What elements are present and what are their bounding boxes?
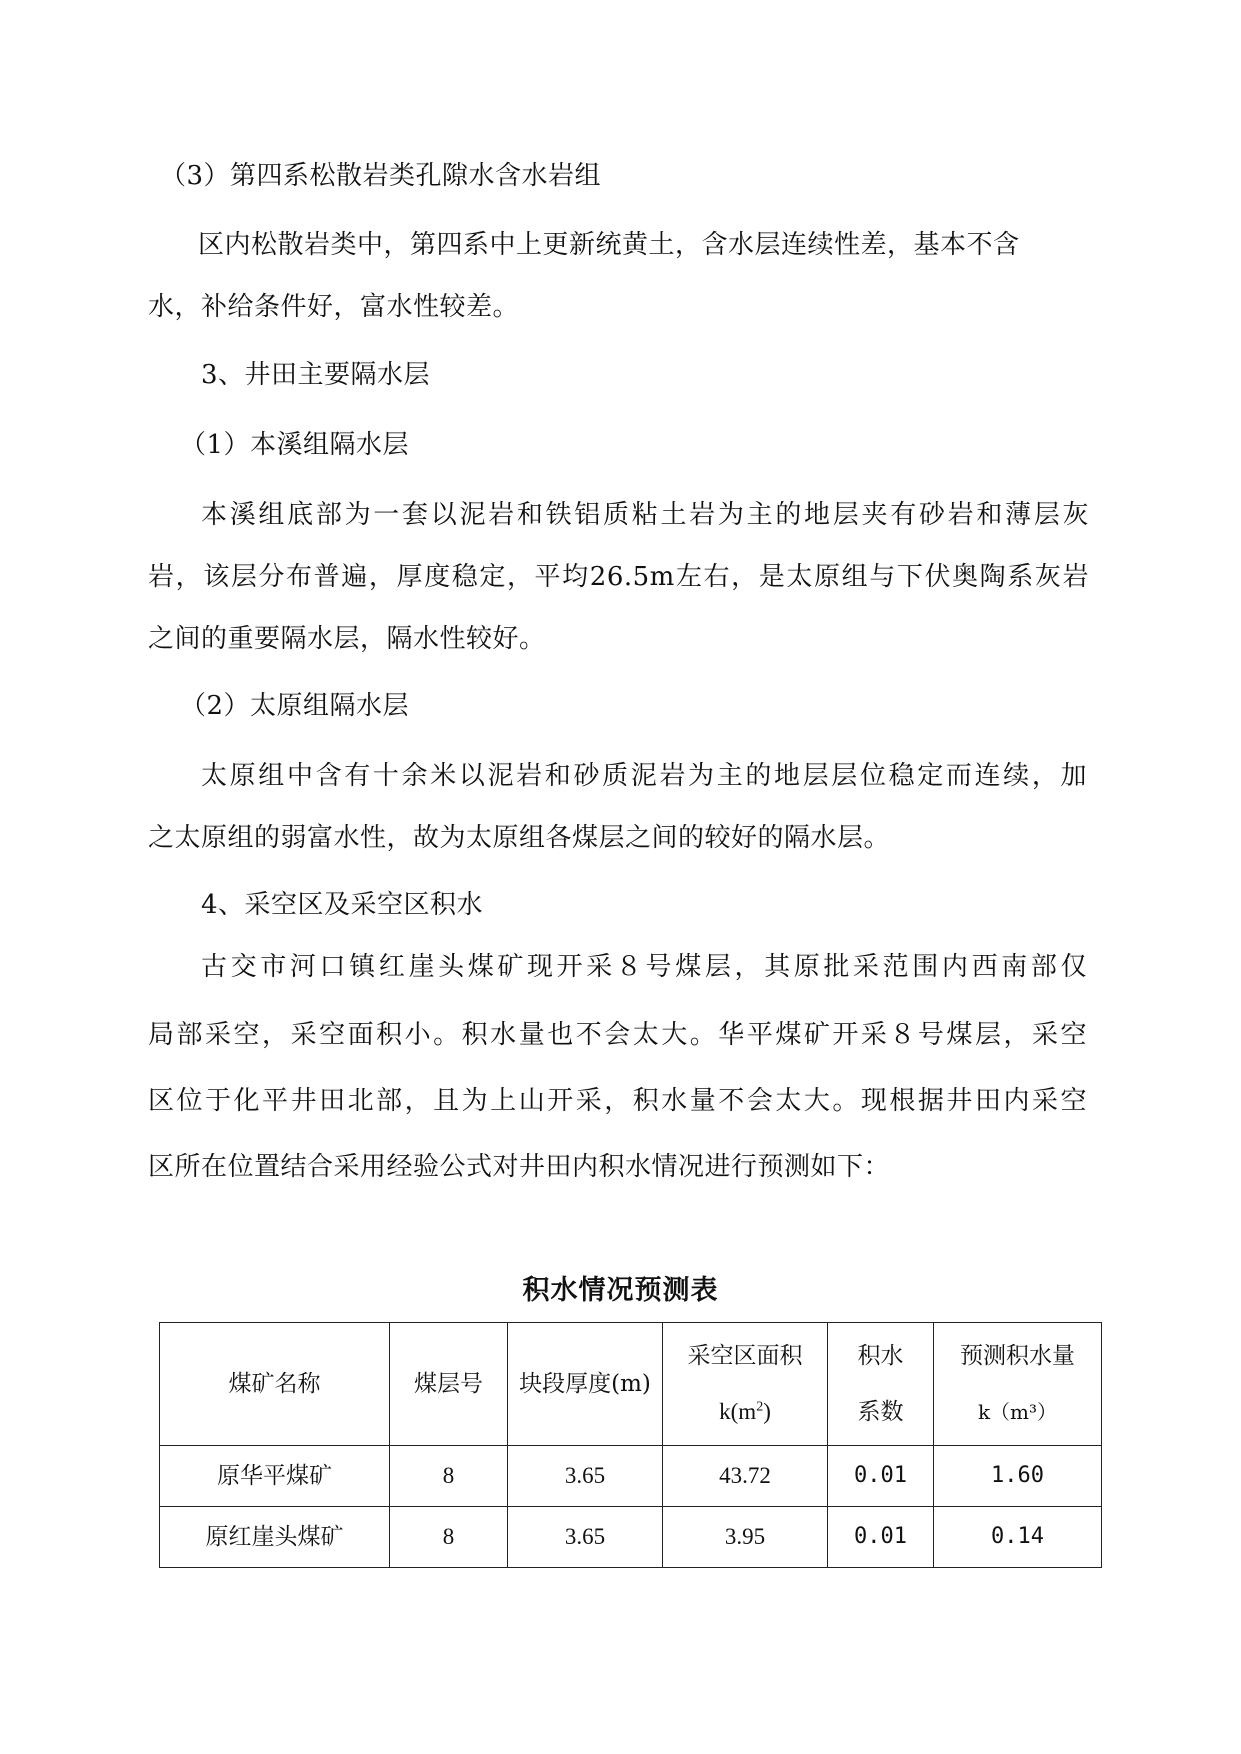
header-goaf-area-unit-exponent: 2 — [756, 1399, 764, 1415]
cell-mine: 原红崖头煤矿 — [160, 1507, 390, 1568]
heading-goaf-water: 4、采空区及采空区积水 — [201, 890, 484, 920]
header-goaf-area-line-2 — [667, 1384, 823, 1440]
table-row — [160, 1507, 1102, 1568]
paragraph-goaf-line-3: 区位于化平井田北部，且为上山开采，积水量不会太大。现根据井田内采空 — [148, 1086, 1087, 1116]
header-mine-name: 煤矿名称 — [160, 1323, 390, 1446]
paragraph-loose-rock-line-1: 区内松散岩类中，第四系中上更新统黄土，含水层连续性差，基本不含 — [198, 230, 1020, 260]
paragraph-benxi-line-2: 岩，该层分布普遍，厚度稳定，平均26.5m左右，是太原组与下伏奥陶系灰岩 — [148, 562, 1089, 592]
header-goaf-area-unit-close: ) — [763, 1399, 771, 1424]
cell-seam: 8 — [390, 1446, 508, 1507]
header-goaf-area — [663, 1323, 828, 1446]
cell-coefficient: 0.01 — [828, 1446, 934, 1507]
water-forecast-table — [159, 1322, 1102, 1568]
heading-aquiclude: 3、井田主要隔水层 — [201, 360, 431, 390]
paragraph-goaf-line-1: 古交市河口镇红崖头煤矿现开采８号煤层，其原批采范围内西南部仅 — [201, 952, 1087, 982]
header-block-thickness: 块段厚度(m) — [508, 1323, 663, 1446]
header-seam-no: 煤层号 — [390, 1323, 508, 1446]
paragraph-loose-rock-line-2: 水，补给条件好，富水性较差。 — [148, 292, 520, 322]
cell-seam: 8 — [390, 1507, 508, 1568]
paragraph-benxi-line-1: 本溪组底部为一套以泥岩和铁铝质粘土岩为主的地层夹有砂岩和薄层灰 — [201, 500, 1089, 530]
paragraph-benxi-line-3: 之间的重要隔水层，隔水性较好。 — [148, 624, 546, 654]
header-goaf-area-line-1: 采空区面积 — [687, 1343, 803, 1369]
cell-thickness: 3.65 — [508, 1507, 663, 1568]
header-water-coefficient-line-2: 系数 — [857, 1399, 904, 1425]
header-goaf-area-unit: k(m — [719, 1399, 757, 1424]
table-row — [160, 1446, 1102, 1507]
cell-volume: 0.14 — [934, 1507, 1102, 1568]
cell-coefficient: 0.01 — [828, 1507, 934, 1568]
table-header-row — [160, 1323, 1102, 1446]
heading-quaternary-aquifer: （3）第四系松散岩类孔隙水含水岩组 — [160, 161, 602, 191]
header-water-coefficient-line-1: 积水 — [857, 1343, 904, 1369]
heading-taiyuan-aquiclude: （2）太原组隔水层 — [180, 691, 410, 721]
header-forecast-volume-line-2: k（m³） — [977, 1400, 1058, 1424]
paragraph-goaf-line-2: 局部采空，采空面积小。积水量也不会太大。华平煤矿开采８号煤层，采空 — [148, 1020, 1087, 1050]
paragraph-taiyuan-line-1: 太原组中含有十余米以泥岩和砂质泥岩为主的地层层位稳定而连续，加 — [201, 761, 1087, 791]
cell-mine: 原华平煤矿 — [160, 1446, 390, 1507]
cell-thickness: 3.65 — [508, 1446, 663, 1507]
header-forecast-volume — [934, 1323, 1102, 1446]
paragraph-taiyuan-line-2: 之太原组的弱富水性，故为太原组各煤层之间的较好的隔水层。 — [148, 823, 891, 853]
cell-area: 43.72 — [663, 1446, 828, 1507]
heading-benxi-aquiclude: （1）本溪组隔水层 — [180, 430, 410, 460]
cell-area: 3.95 — [663, 1507, 828, 1568]
paragraph-goaf-line-4: 区所在位置结合采用经验公式对井田内积水情况进行预测如下： — [148, 1152, 891, 1182]
header-forecast-volume-line-1: 预测积水量 — [960, 1343, 1075, 1369]
cell-volume: 1.60 — [934, 1446, 1102, 1507]
header-water-coefficient — [828, 1323, 934, 1446]
table-caption: 积水情况预测表 — [522, 1275, 719, 1306]
